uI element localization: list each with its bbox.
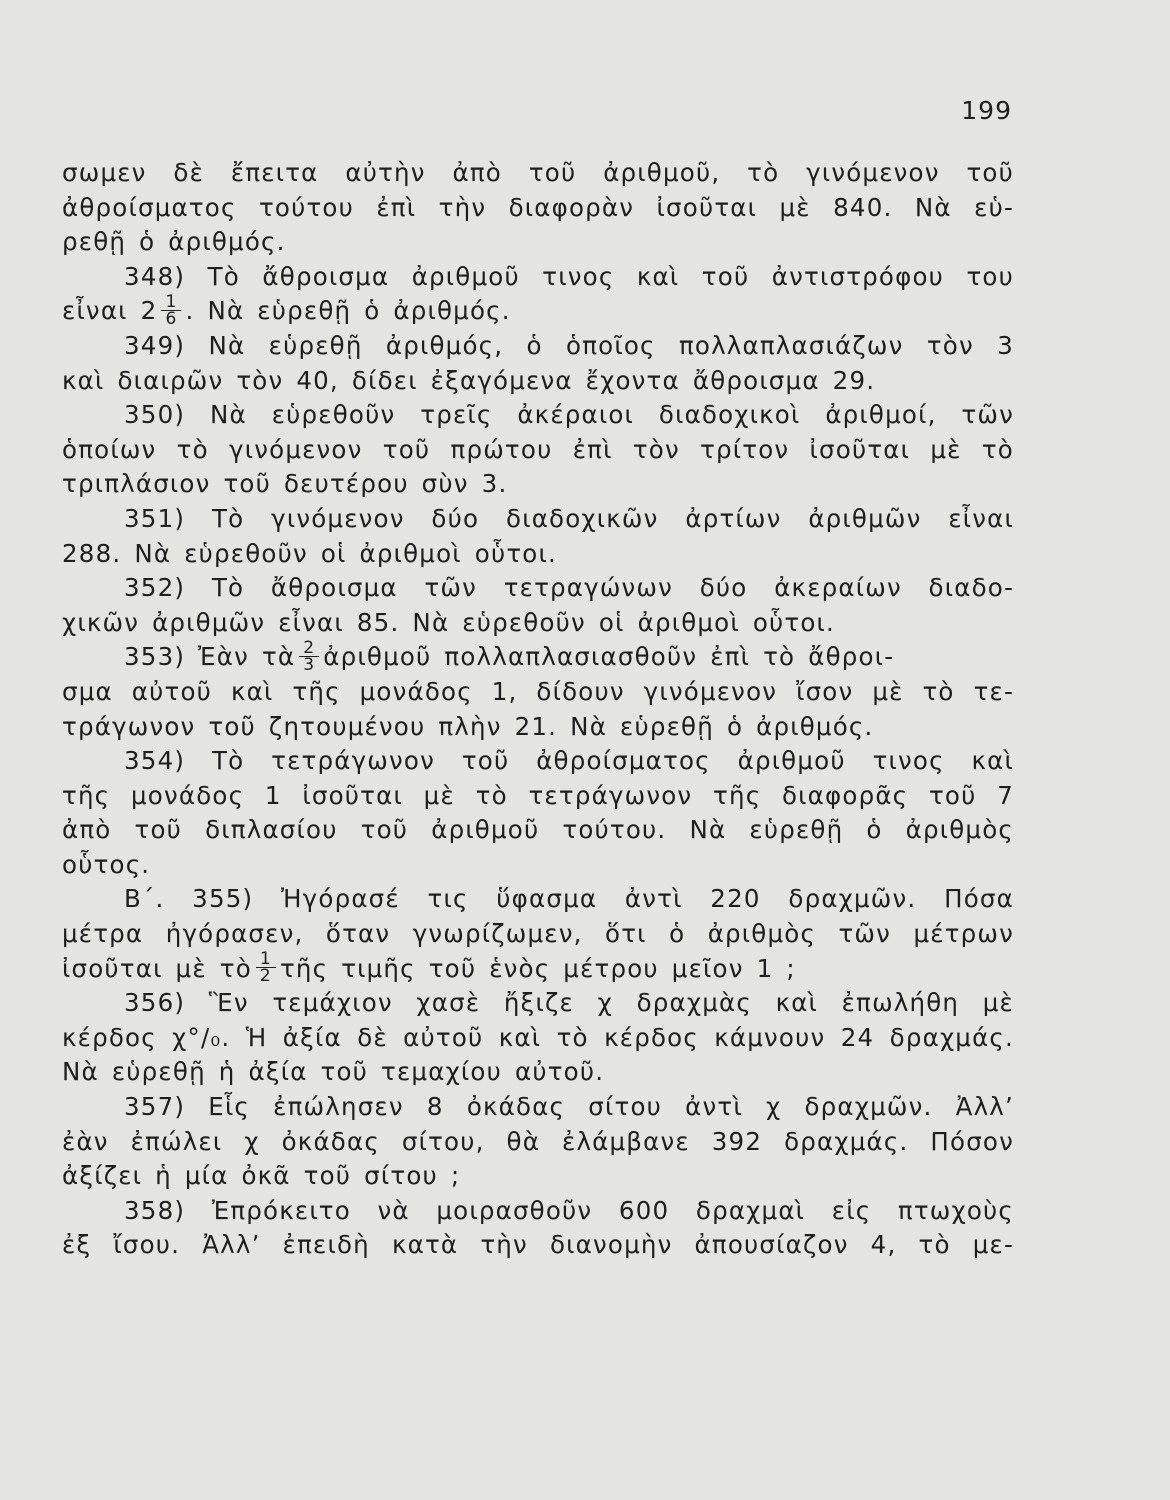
- exercise-348: 348) Τὸ ἄθροισμα ἀριθμοῦ τινος καὶ τοῦ ἀντιστρόφου του: [124, 261, 1014, 291]
- text-line: οὗτος.: [62, 849, 151, 879]
- text-line: μέτρα ἠγόρασεν, ὅταν γνωρίζωμεν, ὅτι ὁ ἀριθμὸς τῶν μέτρων: [62, 919, 1014, 949]
- page-text: [62, 156, 1014, 1263]
- text-line: τράγωνον τοῦ ζητουμένου πλὴν 21. Νὰ εὑρεθῇ ὁ ἀριθμός.: [62, 711, 874, 741]
- text-line: τῆς μονάδος 1 ἰσοῦται μὲ τὸ τετράγωνον τῆς διαφορᾶς τοῦ 7: [62, 780, 1014, 810]
- text-fragment: εἶναι 2: [62, 296, 158, 326]
- fraction: [256, 949, 276, 987]
- text-line-with-fraction: [62, 949, 1014, 987]
- exercise-351: 351) Τὸ γινόμενον δύο διαδοχικῶν ἀρτίων ἀριθμῶν εἶναι: [124, 503, 1014, 533]
- fraction-numerator: 2: [299, 640, 319, 657]
- text-fragment: ἀριθμοῦ πολλαπλασιασθοῦν ἐπὶ τὸ ἄθροι-: [323, 642, 895, 672]
- text-fragment: . Νὰ εὑρεθῇ ὁ ἀριθμός.: [185, 296, 511, 326]
- text-line: ὁποίων τὸ γινόμενον τοῦ πρώτου ἐπὶ τὸν τρίτον ἰσοῦται μὲ τὸ: [62, 434, 1014, 464]
- fraction-numerator: 1: [161, 294, 181, 311]
- fraction: [161, 291, 181, 329]
- text-line: καὶ διαιρῶν τὸν 40, δίδει ἐξαγόμενα ἔχοντα ἄθροισμα 29.: [62, 365, 876, 395]
- fraction-denominator: 3: [303, 654, 316, 675]
- text-line: κέρδος χ°/₀. Ἡ ἀξία δὲ αὐτοῦ καὶ τὸ κέρδος κάμνουν 24 δραχμάς.: [62, 1022, 1014, 1052]
- text-fragment: 353) Ἐὰν τὰ: [124, 642, 296, 672]
- text-line: Νὰ εὑρεθῇ ἡ ἀξία τοῦ τεμαχίου αὐτοῦ.: [62, 1057, 605, 1087]
- fraction-denominator: 2: [259, 966, 272, 987]
- page-number: 199: [961, 96, 1012, 125]
- exercise-357: 357) Εἷς ἐπώλησεν 8 ὀκάδας σίτου ἀντὶ χ δραχμῶν. Ἀλλ’: [124, 1092, 1014, 1122]
- text-line: ἀπὸ τοῦ διπλασίου τοῦ ἀριθμοῦ τούτου. Νὰ εὑρεθῇ ὁ ἀριθμὸς: [62, 815, 1014, 845]
- exercise-354: 354) Τὸ τετράγωνον τοῦ ἀθροίσματος ἀριθμοῦ τινος καὶ: [124, 746, 1014, 776]
- exercise-356: 356) Ἓν τεμάχιον χασὲ ἤξιζε χ δραχμὰς καὶ ἐπωλήθη μὲ: [124, 988, 1014, 1018]
- text-line: 288. Νὰ εὑρεθοῦν οἱ ἀριθμοὶ οὗτοι.: [62, 538, 557, 568]
- exercise-358: 358) Ἐπρόκειτο νὰ μοιρασθοῦν 600 δραχμαὶ εἰς πτωχοὺς: [124, 1195, 1014, 1225]
- fraction-numerator: 1: [256, 951, 276, 968]
- text-line: τριπλάσιον τοῦ δευτέρου σὺν 3.: [62, 469, 508, 499]
- text-fragment: ἰσοῦται μὲ τὸ: [62, 953, 252, 983]
- exercise-355: Β΄. 355) Ἠγόρασέ τις ὕφασμα ἀντὶ 220 δραχμῶν. Πόσα: [124, 884, 1014, 914]
- fraction-denominator: 6: [165, 308, 178, 329]
- text-line-with-fraction: [62, 291, 1014, 329]
- text-line: σωμεν δὲ ἔπειτα αὐτὴν ἀπὸ τοῦ ἀριθμοῦ, τὸ γινόμενον τοῦ: [62, 158, 1014, 187]
- text-line: σμα αὐτοῦ καὶ τῆς μονάδος 1, δίδουν γινόμενον ἴσον μὲ τὸ τε-: [62, 676, 1014, 706]
- exercise-350: 350) Νὰ εὑρεθοῦν τρεῖς ἀκέραιοι διαδοχικοὶ ἀριθμοί, τῶν: [124, 400, 1014, 430]
- text-line: ἐξ ἴσου. Ἀλλ’ ἐπειδὴ κατὰ τὴν διανομὴν ἀπουσίαζον 4, τὸ με-: [62, 1230, 1014, 1260]
- text-line: ρεθῇ ὁ ἀριθμός.: [62, 227, 286, 257]
- exercise-353: [62, 637, 1014, 675]
- fraction: [299, 637, 319, 675]
- text-line: χικῶν ἀριθμῶν εἶναι 85. Νὰ εὑρεθοῦν οἱ ἀριθμοὶ οὗτοι.: [62, 607, 836, 637]
- exercise-352: 352) Τὸ ἄθροισμα τῶν τετραγώνων δύο ἀκεραίων διαδο-: [124, 573, 1014, 603]
- text-fragment: τῆς τιμῆς τοῦ ἑνὸς μέτρου μεῖον 1 ;: [279, 953, 796, 983]
- text-line: ἀξίζει ἡ μία ὀκᾶ τοῦ σίτου ;: [62, 1161, 461, 1191]
- text-line: ἀθροίσματος τούτου ἐπὶ τὴν διαφορὰν ἰσοῦται μὲ 840. Νὰ εὑ-: [62, 192, 1014, 222]
- exercise-349: 349) Νὰ εὑρεθῇ ἀριθμός, ὁ ὁποῖος πολλαπλασιάζων τὸν 3: [124, 330, 1014, 360]
- text-line: ἐὰν ἐπώλει χ ὀκάδας σίτου, θὰ ἐλάμβανε 392 δραχμάς. Πόσον: [62, 1126, 1014, 1156]
